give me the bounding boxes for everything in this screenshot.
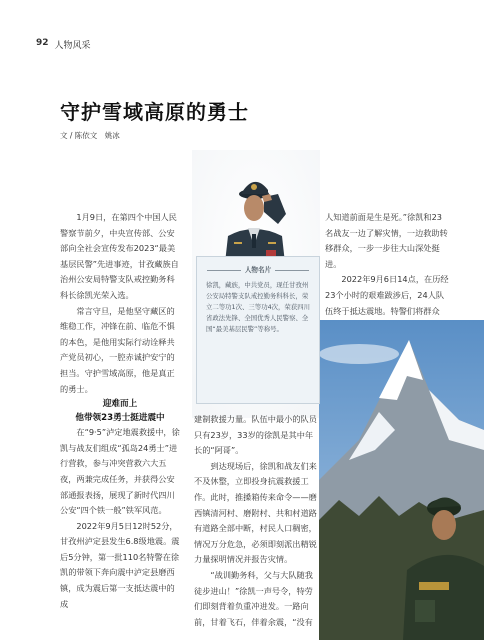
article-column-1	[60, 210, 180, 612]
profile-card	[196, 256, 320, 404]
article-column-3	[325, 210, 449, 319]
profile-card-title: 人物名片	[206, 265, 310, 276]
paragraph: 到达现场后，徐凯和战友们来不及休整，立即投身抗震救援工作。此时，推搡箱传来命令——磨西镇清河村、磨附村、共和村道路有道路全部中断，村民人口稠密，情况万分危急，必须即刻派出精锐力量探明情况并报告灾情。	[194, 460, 317, 565]
article-byline: 文 / 陈依文 姚冰	[60, 131, 120, 140]
snow-mountain-photo	[319, 320, 484, 640]
paragraph: 建制救援力量。队伍中最小的队员只有23岁，33岁的徐凯是其中年长的“阿哥”。	[194, 414, 317, 456]
paragraph: 人知道前面是生是死。”徐凯和23名战友一边了解灾情，一边救助转移群众，一步一步往大山深处挺进。	[325, 212, 448, 269]
section-subheading: 迎难而上	[102, 399, 138, 410]
profile-card-body: 徐凯，藏族，中共党员，现任甘孜州公安局特警支队戒控勤务科科长，荣立二等功1次、三等功4次，荣获四川省政法先锋、全国优秀人民警察、全国“最美基层民警”等称号。	[206, 281, 310, 333]
paragraph: “战训勤务科，父与大队随我徒步进山！”徐凯一声号令，特劳们即刻背着负重冲进发。一路向前，甘着飞石，伴着余震，“没有	[194, 569, 313, 627]
article-title: 守护雪域高原的勇士	[60, 100, 249, 124]
paragraph: 2022年9月6日14点，在历经23个小时的艰难跋涉后，24人队伍终于抵达震地。特警们将群众	[325, 274, 449, 316]
section-name: 人物风采	[54, 41, 91, 51]
page-header	[36, 38, 91, 51]
section-subheading: 他带领23勇士挺进震中	[75, 413, 165, 424]
article-column-2	[194, 412, 319, 630]
paragraph: 1月9日，在第四个中国人民警察节前夕，中央宣传部、公安部向全社会宣传发布2023“最美基层民警”先进事迹，甘孜藏族自治州公安局特警支队戒控勤务科科长徐凯光荣入选。	[60, 212, 179, 300]
paragraph: 常言守旦，是他坚守藏区的维稳工作，冲锋在前、临危不惧的本色，是他用实际行动诠释共产党员初心，一腔赤诚护安宁的担当。守护雪域高原，他是真正的勇士。	[60, 305, 175, 394]
paragraph: 在“9·5”泸定地震救援中，徐凯与战友们组成“孤岛24勇士”进行营救，参与冲突营救六大五夜，两兼完成任务，并获得公安部通报表扬，展现了新时代四川公安“四个铁一般”铁军风范。	[60, 427, 180, 516]
page-number: 92	[36, 38, 49, 48]
paragraph: 2022年9月5日12时52分，甘孜州泸定县发生6.8级地震。震后5分钟，第一批110名特警在徐凯的带领下奔向震中泸定县磨西镇，成为震后第一支抵达震中的成	[60, 520, 180, 609]
